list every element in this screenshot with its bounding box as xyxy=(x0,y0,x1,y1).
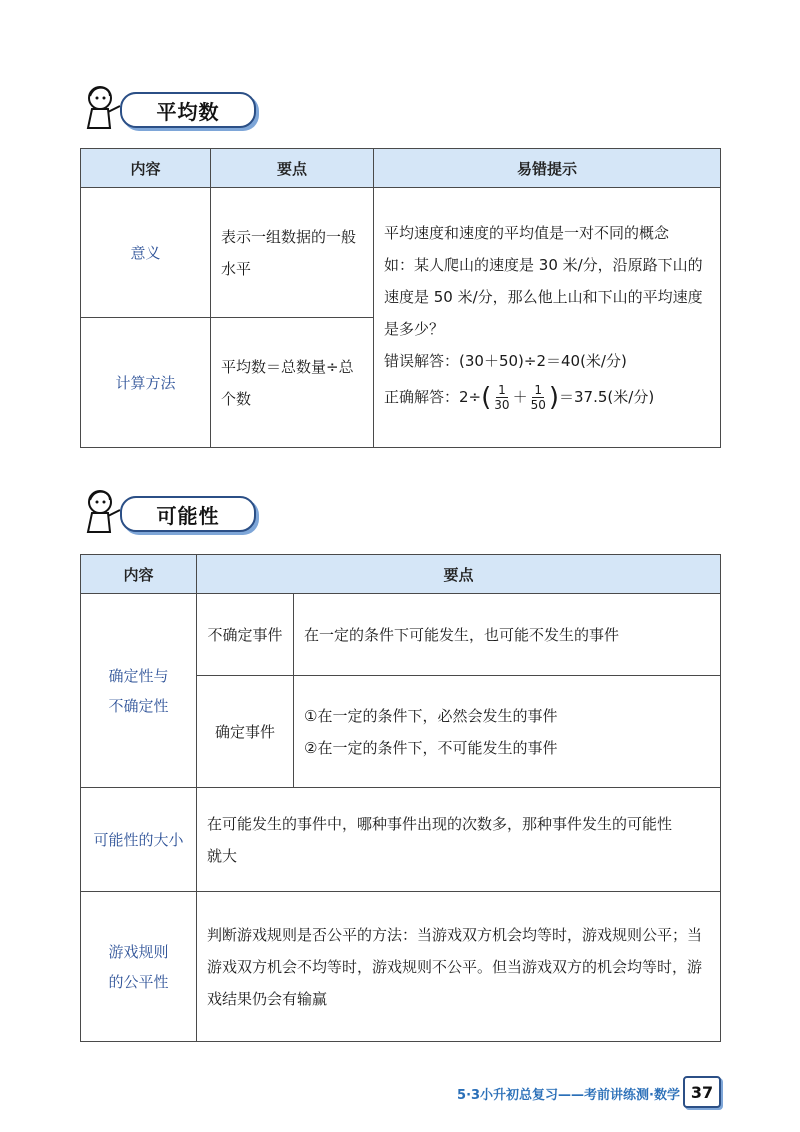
likelihood-text: 在可能发生的事件中，哪种事件出现的次数多，那种事件发生的可能性 就大 xyxy=(197,788,721,892)
tip-cell xyxy=(374,188,721,448)
fraction-1-30: $\frac{1}{30}$ xyxy=(494,383,510,413)
possibility-table xyxy=(80,554,721,1042)
uncertain-event-label: 不确定事件 xyxy=(197,594,294,676)
page-number: 37 xyxy=(683,1076,721,1108)
table-row xyxy=(81,594,721,676)
right-answer xyxy=(374,377,720,418)
table-header-row xyxy=(81,555,721,594)
tip-line: 速度是 50 米/分，那么他上山和下山的平均速度 xyxy=(384,288,703,307)
header-content: 内容 xyxy=(81,149,211,188)
row-label-certainty: 确定性与 不确定性 xyxy=(81,594,197,788)
row-label-meaning: 意义 xyxy=(81,188,211,318)
mascot-icon xyxy=(80,486,124,536)
mascot-icon xyxy=(80,82,124,132)
paren-open: ( xyxy=(481,382,492,413)
table-row xyxy=(81,892,721,1042)
row-label-method: 计算方法 xyxy=(81,318,211,448)
right-suffix: ＝37.5(米/分) xyxy=(559,388,655,407)
section-title-possibility: 可能性 xyxy=(120,496,256,532)
certain-event-label: 确定事件 xyxy=(197,676,294,788)
header-points: 要点 xyxy=(197,555,721,594)
wrong-answer: 错误解答：(30＋50)÷2＝40(米/分) xyxy=(384,352,627,371)
average-table xyxy=(80,148,721,448)
row-label-likelihood: 可能性的大小 xyxy=(81,788,197,892)
points-line: 表示一组数据的一般 xyxy=(221,227,357,246)
uncertain-event-text: 在一定的条件下可能发生，也可能不发生的事件 xyxy=(294,594,721,676)
row-points-meaning xyxy=(211,188,374,318)
tip-line: 平均速度和速度的平均值是一对不同的概念 xyxy=(384,224,670,243)
points-line: 水平 xyxy=(221,259,252,278)
row-points-method xyxy=(211,318,374,448)
section-title-average: 平均数 xyxy=(120,92,256,128)
table-row xyxy=(81,188,721,318)
table-header-row xyxy=(81,149,721,188)
section-heading-possibility xyxy=(80,486,230,536)
section-heading-average xyxy=(80,82,230,132)
fairness-text: 判断游戏规则是否公平的方法：当游戏双方机会均等时，游戏规则公平；当 游戏双方机会不均等时，游戏规则不公平。但当游戏双方的机会均等时，游 戏结果仍会有输赢 xyxy=(197,892,721,1042)
header-points: 要点 xyxy=(211,149,374,188)
header-tips: 易错提示 xyxy=(374,149,721,188)
row-label-fairness: 游戏规则 的公平性 xyxy=(81,892,197,1042)
table-row xyxy=(81,788,721,892)
tip-line: 是多少？ xyxy=(384,320,445,339)
tip-line: 如：某人爬山的速度是 30 米/分，沿原路下山的 xyxy=(384,256,703,275)
right-prefix: 正确解答：2÷ xyxy=(384,388,482,407)
points-line: 个数 xyxy=(221,389,252,408)
fraction-1-50: $\frac{1}{50}$ xyxy=(530,383,546,413)
certain-event-text: ①在一定的条件下，必然会发生的事件 ②在一定的条件下，不可能发生的事件 xyxy=(294,676,721,788)
footer-text: 5·3小升初总复习——考前讲练测·数学 xyxy=(457,1088,680,1103)
points-line: 平均数＝总数量÷总 xyxy=(221,357,354,376)
paren-close: ) xyxy=(548,382,560,413)
header-content: 内容 xyxy=(81,555,197,594)
plus-sign: ＋ xyxy=(512,388,528,407)
